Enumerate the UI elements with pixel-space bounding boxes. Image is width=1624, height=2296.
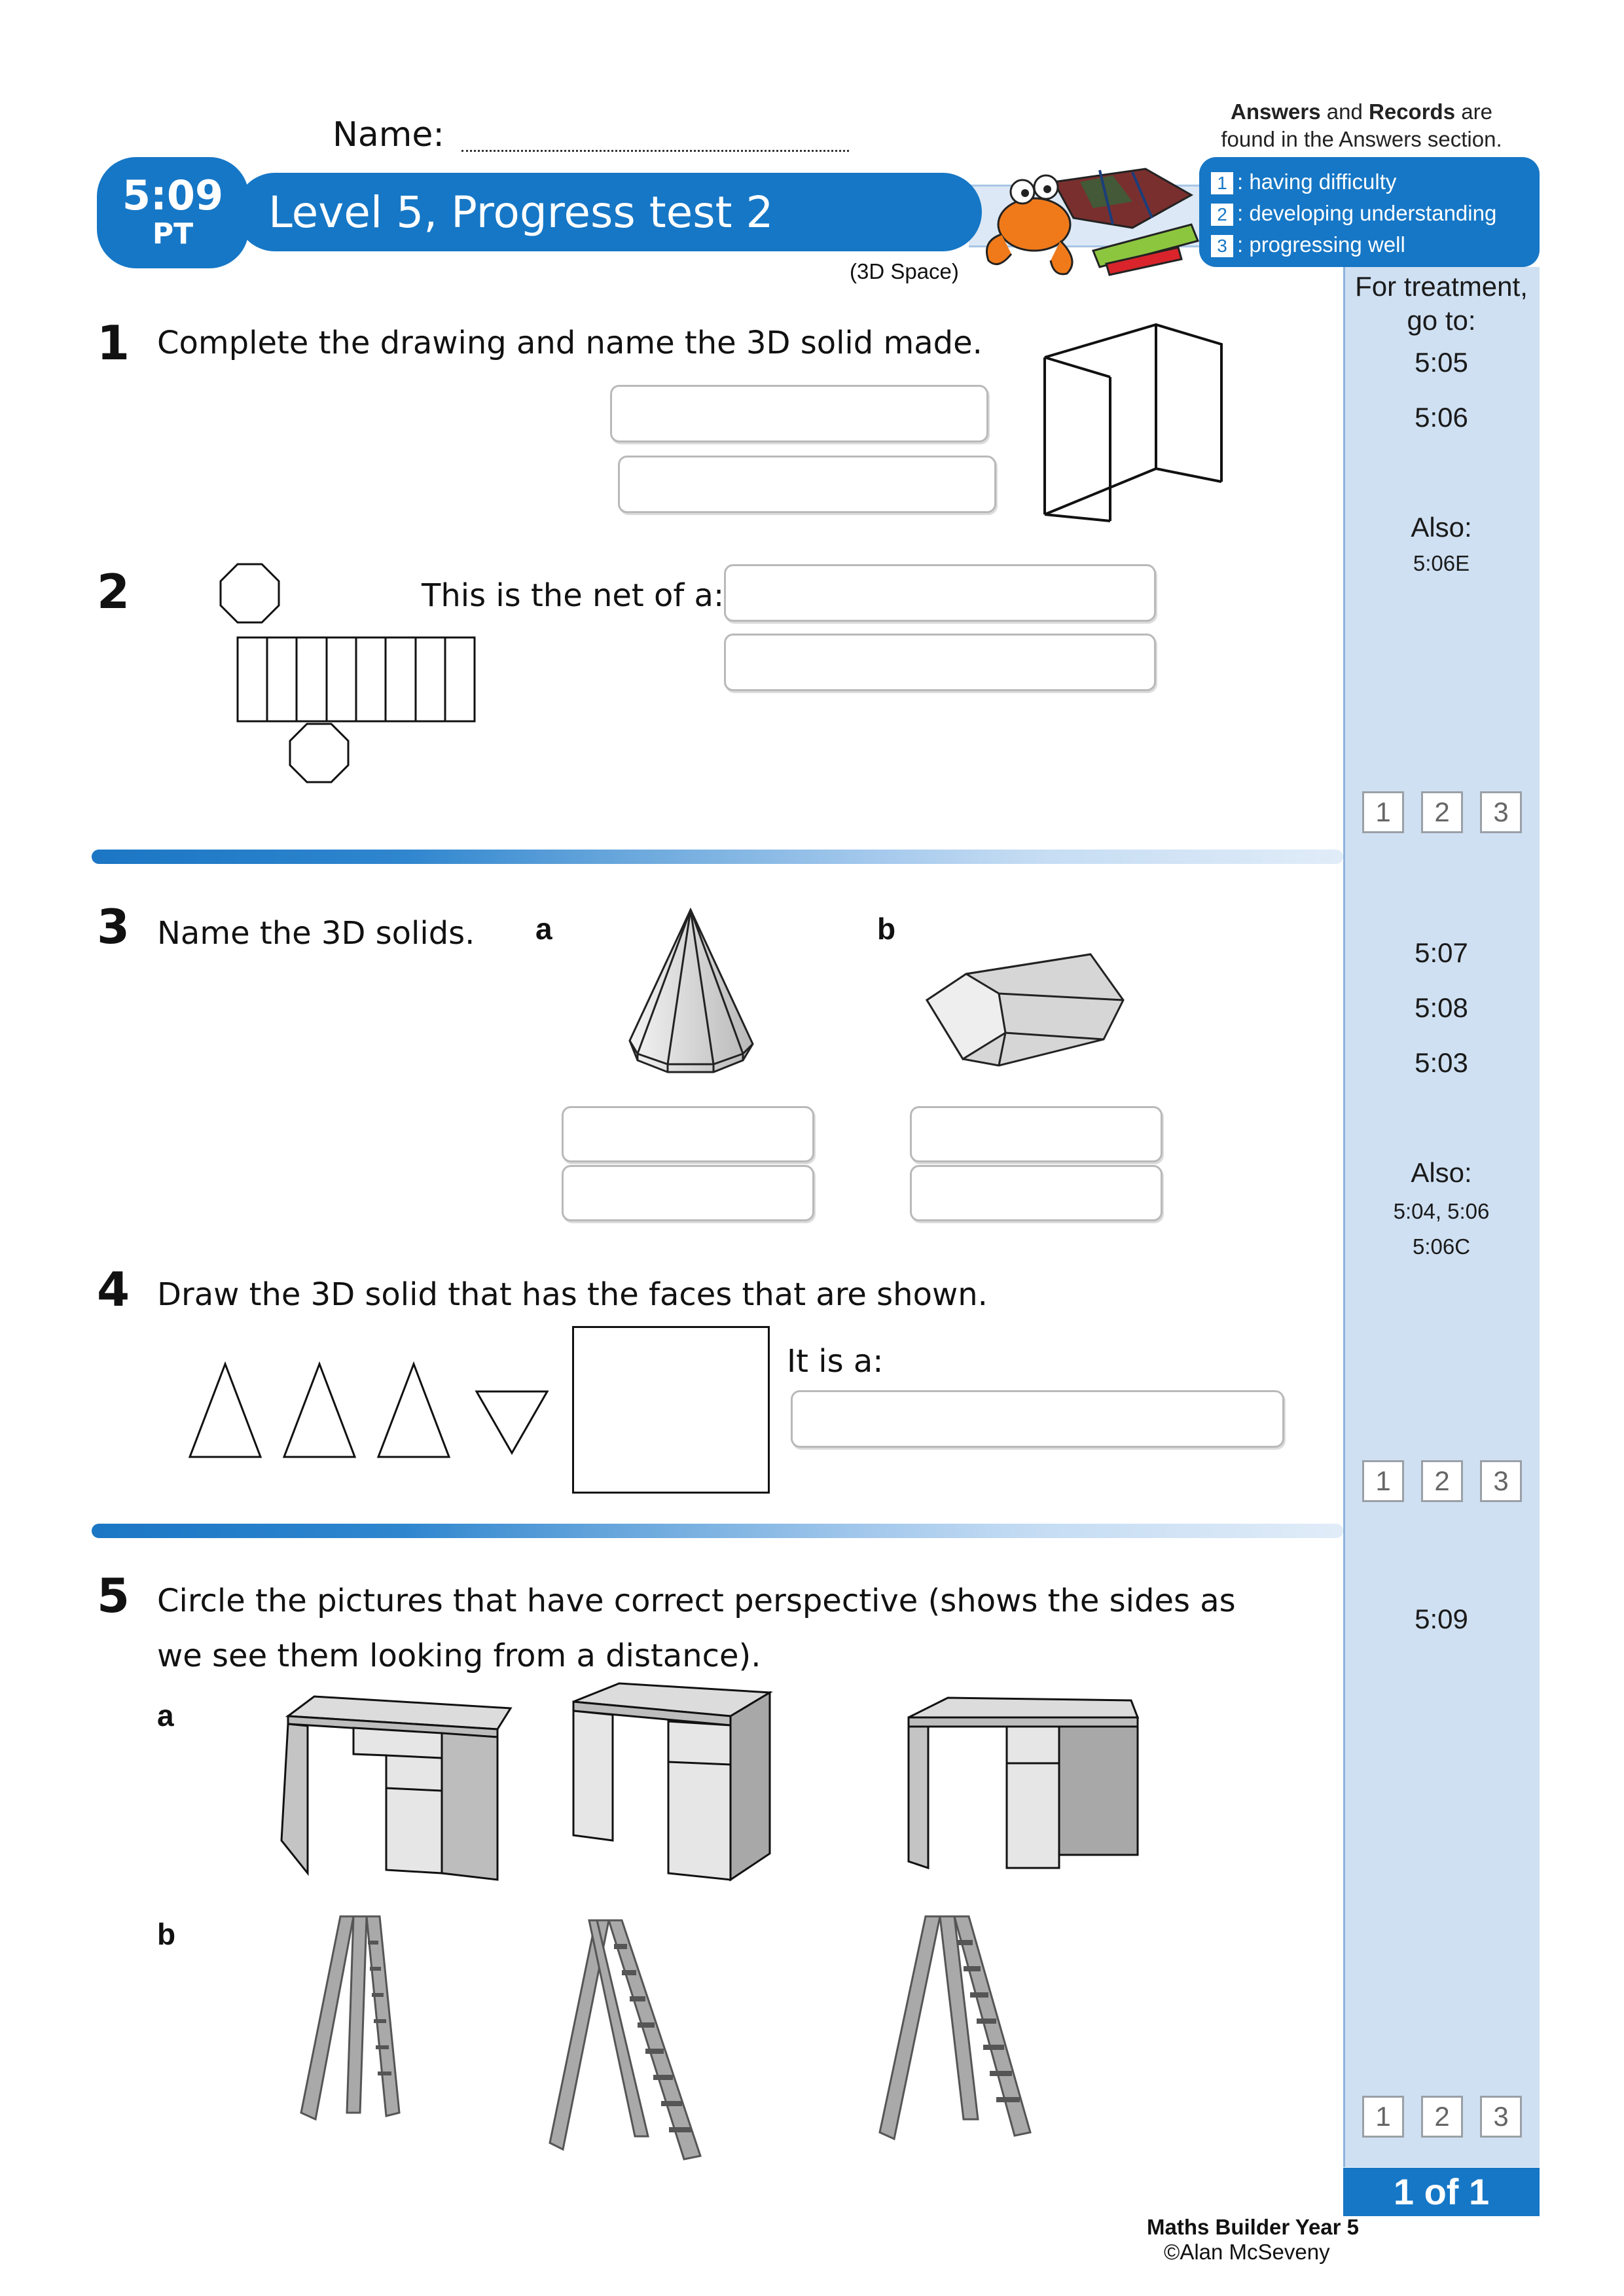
section-divider — [92, 1524, 1343, 1538]
also-label: Also: — [1411, 512, 1472, 543]
q5b-ladder-picture-2[interactable] — [550, 1920, 720, 2162]
q5b-ladder-picture-3[interactable] — [880, 1916, 1050, 2145]
q3b-pentagonal-prism — [927, 954, 1136, 1072]
q3-label-a: a — [535, 912, 552, 946]
page-title: Level 5, Progress test 2 — [268, 187, 774, 238]
score-box-1[interactable]: 1 — [1362, 2096, 1404, 2138]
q5a-desk-picture-2[interactable] — [560, 1683, 776, 1880]
question-3-number: 3 — [97, 899, 130, 954]
section-divider — [92, 850, 1343, 864]
footer-copyright: ©Alan McSeveny — [1164, 2240, 1330, 2264]
q4-answer-box[interactable] — [791, 1390, 1284, 1448]
score-box-3[interactable]: 3 — [1480, 791, 1522, 833]
q5-label-b: b — [157, 1917, 176, 1951]
q3a-answer-box-1[interactable] — [562, 1106, 814, 1162]
q4-it-is-label: It is a: — [787, 1343, 884, 1380]
question-2-number: 2 — [97, 564, 130, 619]
question-2-text: This is the net of a: — [422, 577, 725, 614]
treatment-heading: For treatment, go to: — [1355, 271, 1528, 336]
question-1-text: Complete the drawing and name the 3D solid made. — [157, 325, 983, 361]
score-box-1[interactable]: 1 — [1362, 791, 1404, 833]
page-indicator: 1 of 1 — [1343, 2168, 1540, 2216]
name-label: Name: — [333, 115, 444, 154]
crab-mascot-icon — [982, 156, 1198, 280]
question-4-text: Draw the 3D solid that has the faces that are shown. — [157, 1276, 988, 1313]
q2-answer-box-1[interactable] — [724, 564, 1156, 622]
treatment-ref: 5:08 — [1415, 992, 1468, 1023]
score-box-3[interactable]: 3 — [1480, 1460, 1522, 1502]
badge-code: 5:09 — [122, 171, 224, 219]
q5b-ladder-picture-1[interactable] — [301, 1916, 445, 2126]
question-3-text: Name the 3D solids. — [157, 915, 475, 952]
legend-item-1: 1 : having difficulty — [1211, 166, 1496, 198]
q1-incomplete-prism-drawing — [1012, 318, 1235, 521]
also-label: Also: — [1411, 1157, 1472, 1188]
also-ref: 5:04, 5:06 — [1393, 1199, 1490, 1223]
treatment-ref: 5:06 — [1415, 402, 1468, 433]
footer-book-title: Maths Builder Year 5 — [1147, 2215, 1360, 2239]
score-box-1[interactable]: 1 — [1362, 1460, 1404, 1502]
question-4-number: 4 — [97, 1262, 130, 1317]
treatment-ref: 5:07 — [1415, 937, 1468, 968]
q3a-octagonal-pyramid — [628, 910, 759, 1080]
q4-triangle-faces — [189, 1364, 555, 1460]
q4-square-face — [572, 1326, 770, 1494]
treatment-ref: 5:03 — [1415, 1047, 1468, 1078]
badge-sub: PT — [152, 217, 194, 251]
score-box-2[interactable]: 2 — [1421, 2096, 1463, 2138]
question-5-text-line-2: we see them looking from a distance). — [157, 1638, 761, 1674]
answers-note: Answers and Records are found in the Answers section. — [1221, 99, 1502, 151]
score-box-3[interactable]: 3 — [1480, 2096, 1522, 2138]
also-ref: 5:06C — [1412, 1234, 1471, 1259]
q2-answer-box-2[interactable] — [724, 634, 1156, 691]
legend-item-2: 2 : developing understanding — [1211, 198, 1496, 229]
also-ref: 5:06E — [1413, 551, 1470, 575]
q3b-answer-box-2[interactable] — [910, 1165, 1163, 1221]
question-1-number: 1 — [97, 315, 130, 370]
score-box-2[interactable]: 2 — [1421, 791, 1463, 833]
q3b-answer-box-1[interactable] — [910, 1106, 1163, 1162]
q1-answer-box-1[interactable] — [610, 385, 988, 442]
test-badge — [97, 157, 249, 268]
q5a-desk-picture-1[interactable] — [281, 1690, 517, 1880]
treatment-ref: 5:05 — [1415, 347, 1468, 378]
q3a-answer-box-2[interactable] — [562, 1165, 814, 1221]
name-field[interactable] — [461, 149, 849, 152]
q1-answer-box-2[interactable] — [618, 456, 996, 513]
question-5-text-line-1: Circle the pictures that have correct perspective (shows the sides as — [157, 1583, 1236, 1619]
question-5-number: 5 — [97, 1568, 130, 1623]
treatment-ref: 5:09 — [1415, 1604, 1468, 1634]
q5-label-a: a — [157, 1698, 174, 1732]
q3-label-b: b — [877, 912, 896, 946]
legend-item-3: 3 : progressing well — [1211, 229, 1496, 260]
topic-label: (3D Space) — [850, 259, 959, 283]
q5a-desk-picture-3[interactable] — [902, 1691, 1144, 1874]
score-box-2[interactable]: 2 — [1421, 1460, 1463, 1502]
score-legend — [1199, 157, 1540, 267]
title-bar — [236, 173, 982, 251]
